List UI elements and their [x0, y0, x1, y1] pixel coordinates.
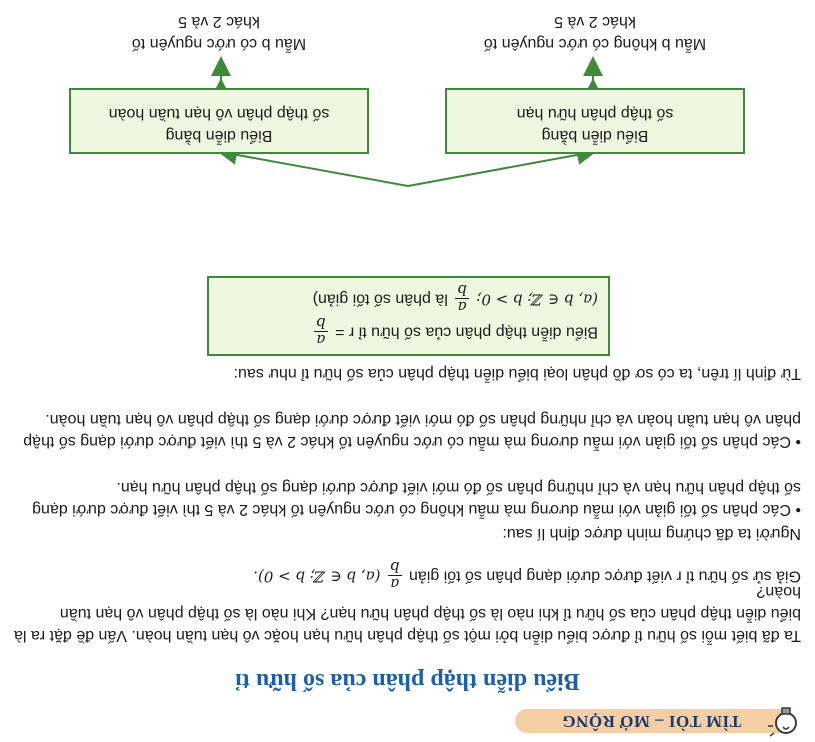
- banner-label: TÌM TÒI – MỞ RỘNG: [515, 709, 785, 733]
- repeating-box-line1: Biểu diễn bằng: [165, 127, 273, 144]
- finite-box-line1: Biểu diễn bằng: [541, 127, 649, 144]
- top-fraction2-denominator: b: [457, 281, 467, 299]
- repeating-decimal-box: [69, 88, 369, 154]
- top-fraction-numerator: a: [314, 331, 328, 348]
- top-box-suffix: là phân số tối giản): [312, 290, 448, 308]
- assumption-condition: (a, b ∈ ℤ; b > 0).: [253, 567, 381, 586]
- top-fraction2-numerator: a: [455, 298, 469, 315]
- finite-note-line2: khác 2 và 5: [554, 13, 636, 30]
- repeating-note-line1: Mẫu b có ước nguyên tố: [131, 35, 307, 52]
- finite-box-line2: số thập phân hữu hạn: [516, 105, 674, 122]
- theorem-bullet-repeating: • Các phân số tối giản với mẫu dương mà mẫu có ước nguyên tố khác 2 và 5 thì viết được dưới dạng số thập phân vô hạn tuần hoàn và chỉ những phân số đó mới viết được dưới dạng số thập phân vô hạn tuần hoàn.: [12, 408, 801, 452]
- repeating-box-line2: số thập phân vô hạn tuần hoàn: [108, 105, 330, 122]
- finite-decimal-box: [445, 88, 745, 154]
- diagram-intro: Từ định lí trên, ta có sơ đồ phân loại biểu diễn thập phân của số hữu tỉ như sau:: [233, 365, 801, 382]
- finite-condition-note: [445, 10, 745, 54]
- page-title: Biểu diễn thập phân của số hữu tỉ: [235, 668, 580, 694]
- repeating-condition-note: [69, 10, 369, 54]
- top-box-text: Biểu diễn thập phân của số hữu tỉ r =: [335, 323, 598, 341]
- finite-note-line1: Mẫu b không có ước nguyên tố: [483, 35, 707, 52]
- theorem-bullet-finite: • Các phân số tối giản với mẫu dương mà mẫu không có ước nguyên tố khác 2 và 5 thì viết được dưới dạng số thập phân hữu hạn và chỉ những phân số đó mới viết được dưới dạng số thập phân hữu hạn.: [12, 476, 801, 520]
- top-fraction-denominator: b: [316, 314, 326, 332]
- fraction-denominator: b: [389, 558, 400, 576]
- arrow-to-repeating: [221, 152, 408, 186]
- repeating-note-line2: khác 2 và 5: [178, 13, 260, 30]
- arrow-to-finite: [408, 152, 593, 186]
- fraction-numerator: a: [388, 575, 402, 592]
- theorem-intro: Người ta đã chứng minh được định lí sau:: [502, 525, 801, 542]
- intro-paragraph: Ta đã biết mỗi số hữu tỉ được biểu diễn bởi một số thập phân hữu hạn hoặc vô hạn tuần hoàn. Vấn đề đặt ra là biểu diễn thập phân của số hữu tỉ khi nào là số thập phân hữu hạn? Khi nào là số thập phân vô hạn tuần hoàn?: [14, 583, 801, 644]
- top-box-condition: (a, b ∈ ℤ; b > 0;: [476, 290, 598, 309]
- assumption-text: Giả sử số hữu tỉ r viết được dưới dạng phân số tối giản: [408, 567, 801, 585]
